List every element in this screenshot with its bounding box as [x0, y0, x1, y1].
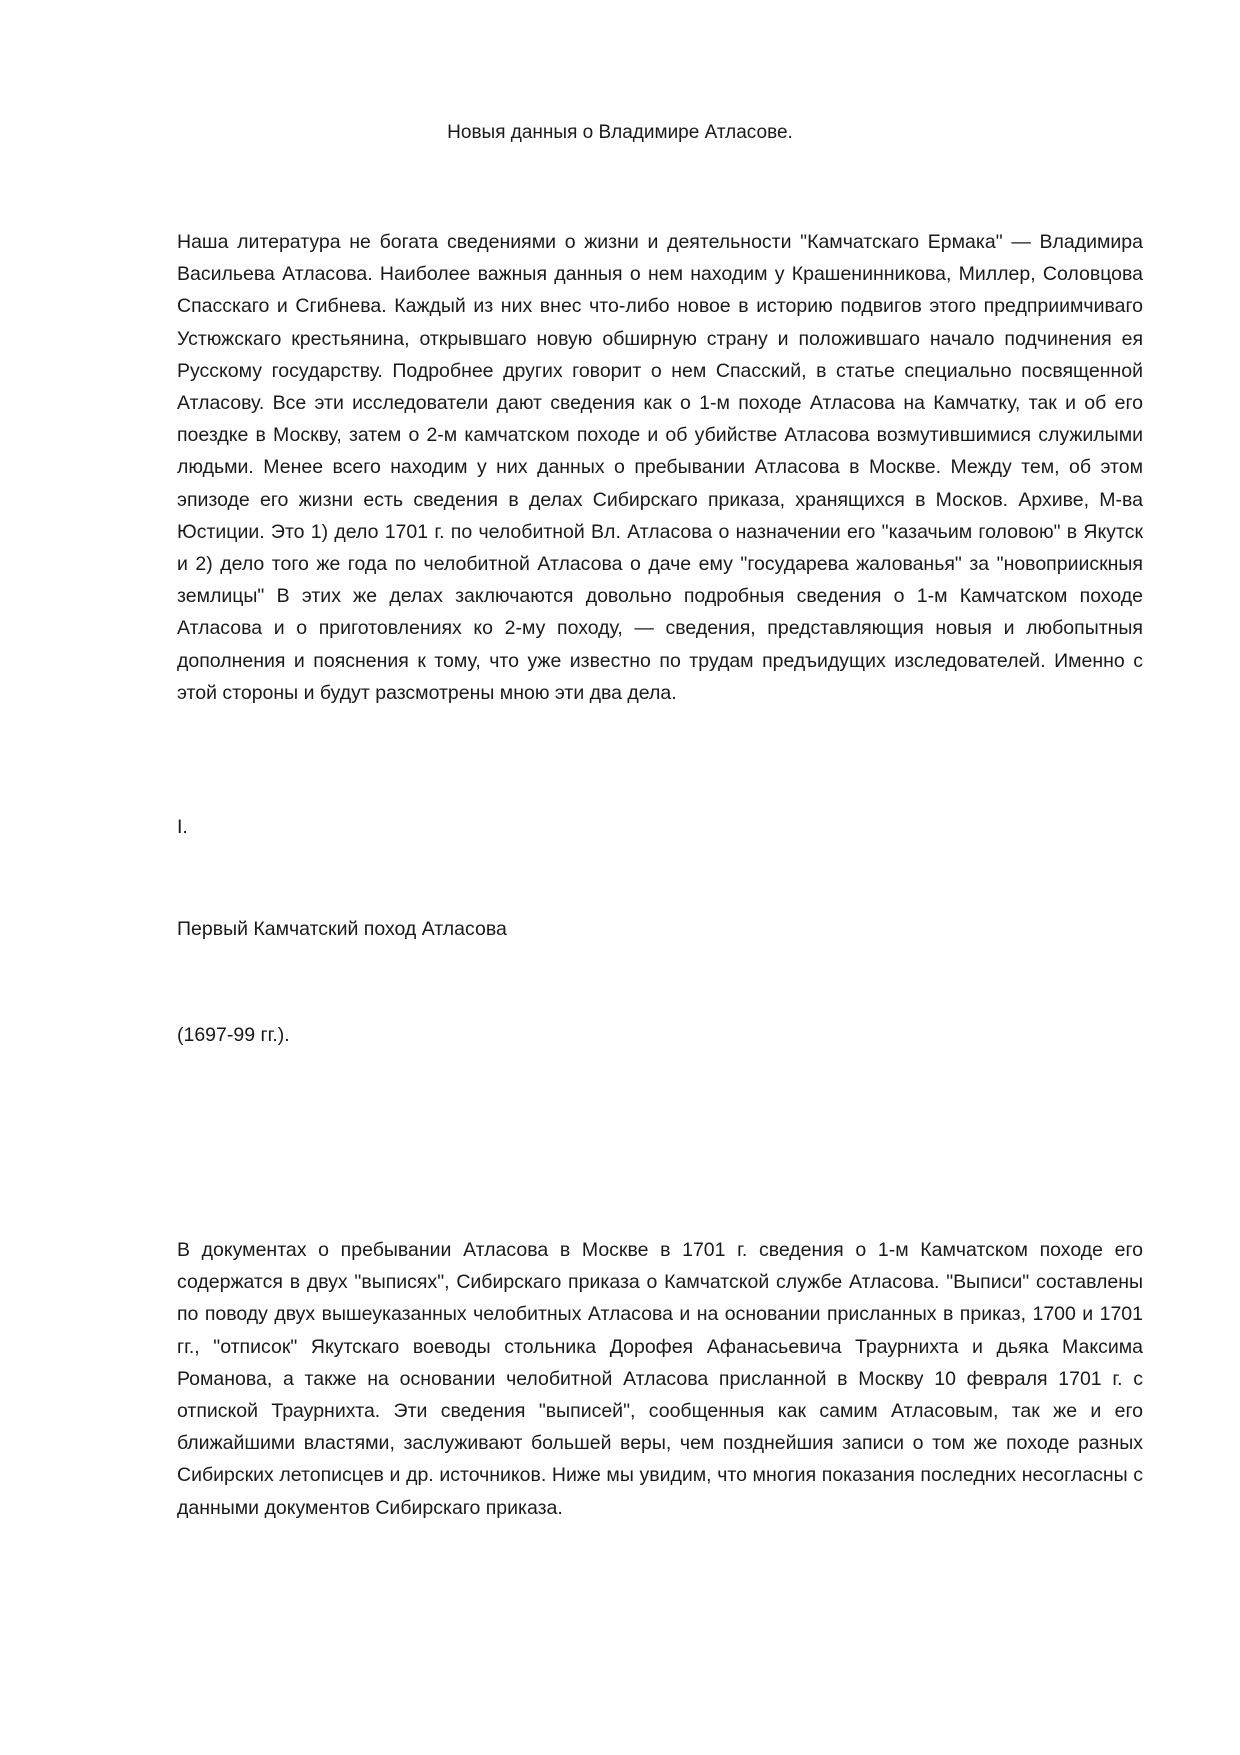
body-paragraph: В документах о пребывании Атласова в Москве в 1701 г. сведения о 1-м Камчатском походе его содержатся в двух "выписях", Сибирскаго приказа о Камчатской службе Атласова. "Выписи" составлены по поводу двух вышеуказанных челобитных Атласова и на основании присланных в приказ, 1700 и 1701 гг., "отписок" Якутскаго воеводы стольника Дорофея Афанасьевича Траурнихта и дьяка Максима Романова, а также на основании челобитной Атласова присланной в Москву 10 февраля 1701 г. с отпиской Траурнихта. Эти сведения "выписей", сообщенныя как самим Атласовым, так же и его ближайшими властями, заслуживают большей веры, чем позднейшия записи о том же походе разных Сибирских летописцев и др. источников. Ниже мы увидим, что многия показания последних несогласны с данными документов Сибирскаго приказа.: [177, 1239, 1143, 1519]
section-years: (1697-99 гг.).: [177, 1024, 290, 1046]
intro-paragraph: Наша литература не богата сведениями о жизни и деятельности "Камчатскаго Ермака" — Владимира Васильева Атласова. Наиболее важныя данныя о нем находим у Крашенинникова, Миллер, Соловцова Спасскаго и Сгибнева. Каждый из них внес что-либо новое в историю подвигов этого предприимчиваго Устюжскаго крестьянина, открывшаго новую обширную страну и положившаго начало подчинения ея Русскому государству. Подробнее других говорит о нем Спасский, в статье специально посвященной Атласову. Все эти исследователи дают сведения как о 1-м походе Атласова на Камчатку, так и об его поездке в Москву, затем о 2-м камчатском походе и об убийстве Атласова возмутившимися служилыми людьми. Менее всего находим у них данных о пребывании Атласова в Москве. Между тем, об этом эпизоде его жизни есть сведения в делах Сибирскаго приказа, хранящихся в Москов. Архиве, М-ва Юстиции. Это 1) дело 1701 г. по челобитной Вл. Атласова о назначении его "казачьим головою" в Якутск и 2) дело того же года по челобитной Атласова о даче ему "государева жалованья" за "новоприискныя землицы" В этих же делах заключаются довольно подробныя сведения о 1-м Камчатском походе Атласова и о приготовлениях ко 2-му походу, — сведения, представляющия новыя и любопытныя дополнения и пояснения к тому, что уже известно по трудам предъидущих изследователей. Именно с этой стороны и будут разсмотрены мною эти два дела.: [177, 231, 1143, 704]
document-title: Новыя данныя о Владимире Атласове.: [447, 122, 793, 143]
section-title: Первый Камчатский поход Атласова: [177, 918, 507, 940]
section-number: I.: [177, 816, 188, 838]
